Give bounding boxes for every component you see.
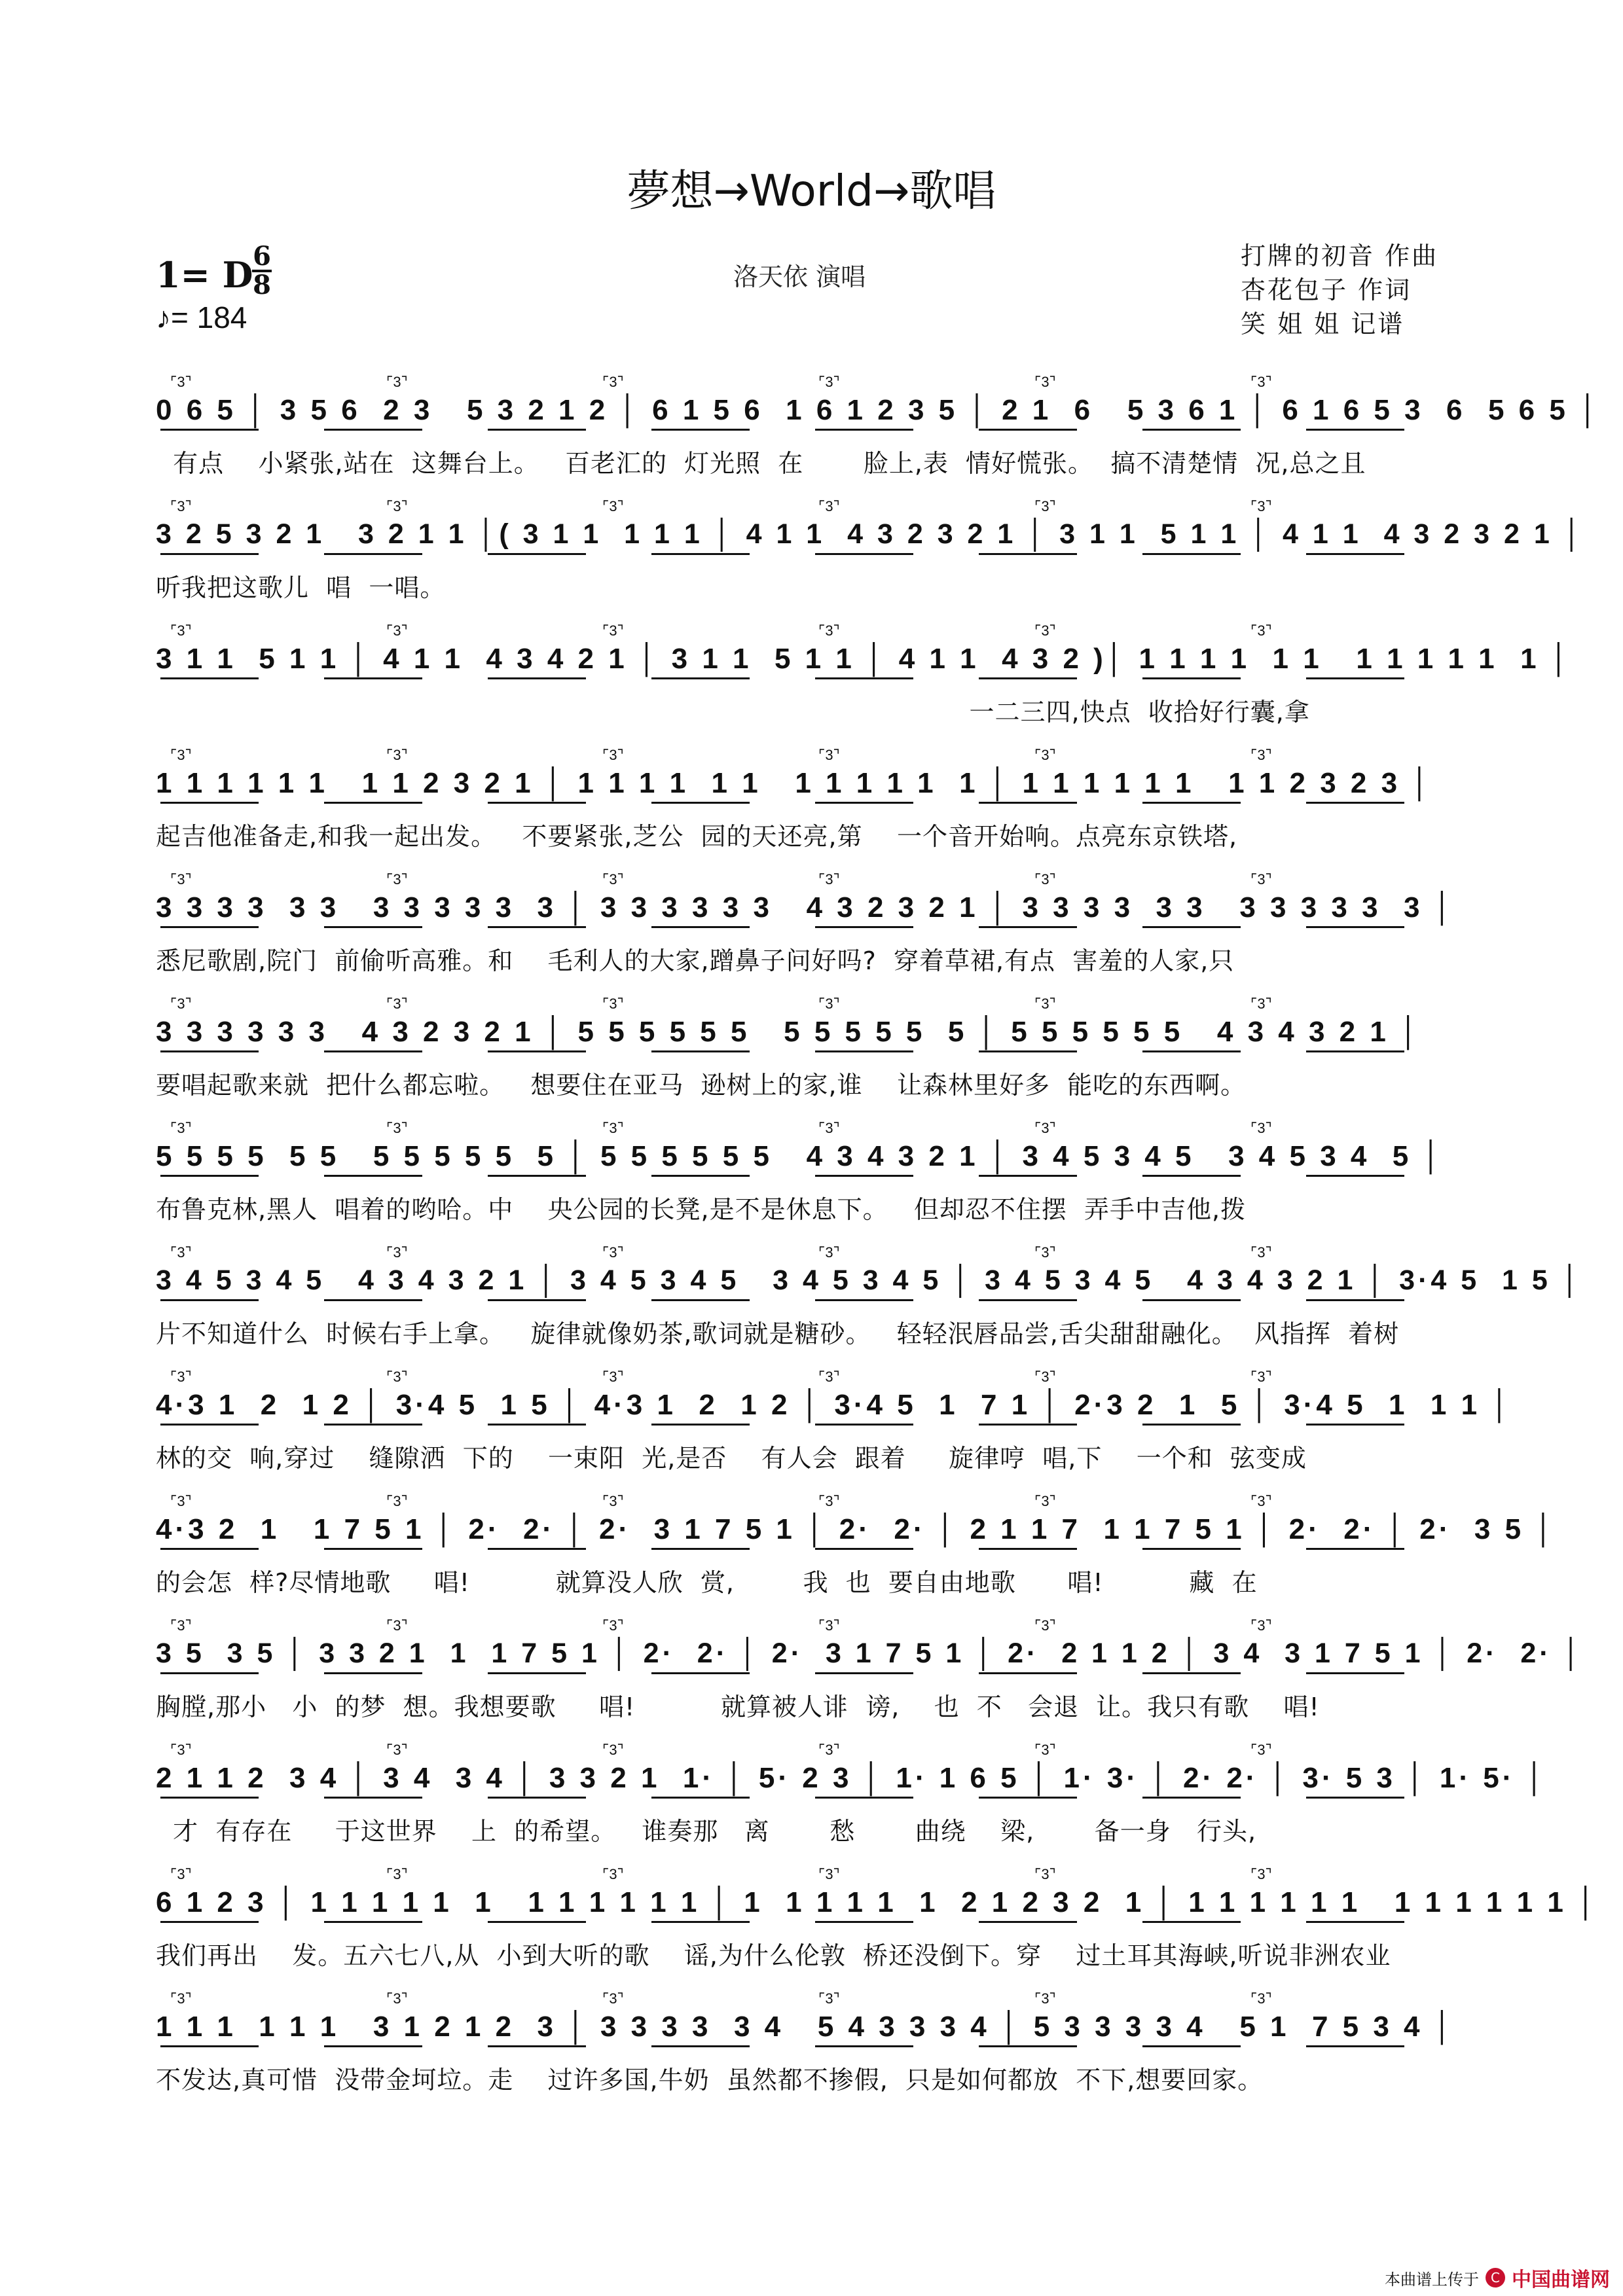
beam-underline [488, 1672, 586, 1674]
beam-underline [1142, 1299, 1241, 1301]
lyric-line: 一二三四,快点 收拾好行囊,拿 [156, 698, 1310, 726]
notation-line: 6 1 2 3 │ 1 1 1 1 1 1 1 1 1 1 1 1 │ 1 1 1 1 1 1 2 1 2 3 2 1 │ 1 1 1 1 1 1 1 1 1 1 1 1 │ [156, 1886, 1599, 1918]
triplet-marker: ⌜3⌝ [818, 1493, 840, 1509]
beam-underline [979, 553, 1077, 555]
beam-underline [651, 1175, 750, 1177]
beam-underline [488, 677, 586, 679]
triplet-marker: ⌜3⌝ [386, 374, 408, 390]
beam-underline [324, 926, 422, 928]
triplet-marker: ⌜3⌝ [1250, 1369, 1272, 1385]
triplet-marker: ⌜3⌝ [602, 374, 624, 390]
beam-underline [979, 1424, 1077, 1426]
triplet-marker: ⌜3⌝ [1250, 747, 1272, 763]
beam-underline [324, 677, 422, 679]
beam-underline [488, 1175, 586, 1177]
beam-underline [815, 429, 913, 431]
beam-underline [1142, 1921, 1241, 1923]
triplet-marker: ⌜3⌝ [1034, 1617, 1056, 1634]
triplet-marker: ⌜3⌝ [1034, 1493, 1056, 1509]
notation-line: 0 6 5 │ 3 5 6 2 3 5 3 2 1 2 │ 6 1 5 6 1 6 1 2 3 5 │ 2 1 6 5 3 6 1 │ 6 1 6 5 3 6 5 6 5 │ [156, 394, 1601, 426]
transcriber-credit: 笑 姐 姐 记谱 [1241, 310, 1405, 338]
lyric-line: 的会怎 样?尽情地歌 唱! 就算没人欣 赏, 我 也 要自由地歌 唱! 藏 在 [156, 1568, 1258, 1597]
beam-underline [1306, 926, 1404, 928]
beam-underline [1142, 802, 1241, 804]
triplet-marker: ⌜3⌝ [818, 1244, 840, 1261]
beam-underline [324, 1672, 422, 1674]
beam-underline [815, 1797, 913, 1799]
beam-underline [1142, 1424, 1241, 1426]
notation-line: 3 1 1 5 1 1 │ 4 1 1 4 3 4 2 1 │ 3 1 1 5 1 1 │ 4 1 1 4 3 2 )│ 1 1 1 1 1 1 1 1 1 1 1 1 │ [156, 643, 1573, 675]
time-signature-top: 6 [253, 241, 271, 272]
beam-underline [488, 429, 586, 431]
footer [1385, 2263, 1610, 2292]
footer-uploaded-text: 本曲谱上传于 [1385, 2270, 1479, 2289]
beam-underline [324, 1175, 422, 1177]
beam-underline [488, 802, 586, 804]
beam-underline [1306, 1299, 1404, 1301]
triplet-marker: ⌜3⌝ [818, 1369, 840, 1385]
beam-underline [160, 1299, 259, 1301]
beam-underline [815, 1050, 913, 1052]
triplet-marker: ⌜3⌝ [1250, 871, 1272, 888]
beam-underline [160, 429, 259, 431]
lyric-line: 才 有存在 于这世界 上 的希望。 谁奏那 离 愁 曲绕 梁, 备一身 行头, [156, 1817, 1257, 1846]
beam-underline [488, 553, 586, 555]
triplet-marker: ⌜3⌝ [602, 1866, 624, 1882]
beam-underline [1142, 677, 1241, 679]
beam-underline [160, 1672, 259, 1674]
beam-underline [979, 1299, 1077, 1301]
triplet-marker: ⌜3⌝ [170, 1369, 192, 1385]
beam-underline [815, 1921, 913, 1923]
beam-underline [651, 1797, 750, 1799]
beam-underline [651, 1548, 750, 1550]
lyric-line: 有点 小紧张,站在 这舞台上。 百老汇的 灯光照 在 脸上,表 情好慌张。 搞不清楚情 况,总之且 [156, 449, 1366, 478]
score-title: 夢想→World→歌唱 [627, 166, 996, 216]
triplet-marker: ⌜3⌝ [818, 498, 840, 514]
beam-underline [1142, 429, 1241, 431]
beam-underline [979, 802, 1077, 804]
triplet-marker: ⌜3⌝ [1034, 1369, 1056, 1385]
time-signature [252, 241, 272, 300]
triplet-marker: ⌜3⌝ [602, 1990, 624, 2007]
triplet-marker: ⌜3⌝ [170, 1617, 192, 1634]
beam-underline [160, 1921, 259, 1923]
triplet-marker: ⌜3⌝ [602, 498, 624, 514]
beam-underline [651, 2045, 750, 2047]
beam-underline [1306, 1548, 1404, 1550]
triplet-marker: ⌜3⌝ [386, 1369, 408, 1385]
triplet-marker: ⌜3⌝ [818, 1866, 840, 1882]
notation-line: 3 3 3 3 3 3 3 3 3 3 3 3 │ 3 3 3 3 3 3 4 3 2 3 2 1 │ 3 3 3 3 3 3 3 3 3 3 3 3 │ [156, 891, 1456, 924]
beam-underline [1142, 1797, 1241, 1799]
beam-underline [815, 677, 913, 679]
beam-underline [815, 1175, 913, 1177]
triplet-marker: ⌜3⌝ [170, 1866, 192, 1882]
lyric-line: 不发达,真可惜 没带金坷垃。走 过许多国,牛奶 虽然都不掺假, 只是如何都放 不下,想要回家。 [156, 2066, 1264, 2094]
triplet-marker: ⌜3⌝ [386, 498, 408, 514]
triplet-marker: ⌜3⌝ [386, 622, 408, 639]
beam-underline [160, 926, 259, 928]
triplet-marker: ⌜3⌝ [170, 1244, 192, 1261]
notation-line: 3 4 5 3 4 5 4 3 4 3 2 1 │ 3 4 5 3 4 5 3 4 5 3 4 5 │ 3 4 5 3 4 5 4 3 4 3 2 1 │ 3·4 5 1 5 │ [156, 1265, 1583, 1296]
triplet-marker: ⌜3⌝ [1250, 1244, 1272, 1261]
triplet-marker: ⌜3⌝ [170, 1493, 192, 1509]
triplet-marker: ⌜3⌝ [602, 996, 624, 1012]
beam-underline [1306, 1050, 1404, 1052]
triplet-marker: ⌜3⌝ [170, 871, 192, 888]
beam-underline [324, 1548, 422, 1550]
triplet-marker: ⌜3⌝ [386, 1617, 408, 1634]
key-signature: 1= D [156, 254, 253, 296]
beam-underline [160, 1548, 259, 1550]
notation-line: 2 1 1 2 3 4 │ 3 4 3 4 │ 3 3 2 1 1· │ 5· 2 3 │ 1· 1 6 5 │ 1· 3· │ 2· 2· │ 3· 5 3 │ 1· 5· │ [156, 1762, 1548, 1794]
triplet-marker: ⌜3⌝ [602, 747, 624, 763]
beam-underline [815, 1424, 913, 1426]
triplet-marker: ⌜3⌝ [170, 1990, 192, 2007]
beam-underline [1306, 802, 1404, 804]
composer-credit: 打牌的初音 作曲 [1241, 242, 1439, 270]
triplet-marker: ⌜3⌝ [1034, 871, 1056, 888]
triplet-marker: ⌜3⌝ [818, 1617, 840, 1634]
beam-underline [1306, 1921, 1404, 1923]
lyric-line: 听我把这歌儿 唱 一唱。 [156, 573, 446, 602]
beam-underline [979, 1050, 1077, 1052]
triplet-marker: ⌜3⌝ [1250, 1120, 1272, 1136]
triplet-marker: ⌜3⌝ [602, 1120, 624, 1136]
beam-underline [488, 1050, 586, 1052]
triplet-marker: ⌜3⌝ [818, 996, 840, 1012]
beam-underline [1142, 1672, 1241, 1674]
beam-underline [160, 802, 259, 804]
lyric-line: 片不知道什么 时候右手上拿。 旋律就像奶茶,歌词就是糖砂。 轻轻泯唇品尝,舌尖甜甜融化。 风指挥 着树 [156, 1319, 1400, 1348]
notation-line: 3 3 3 3 3 3 4 3 2 3 2 1 │ 5 5 5 5 5 5 5 5 5 5 5 5 │ 5 5 5 5 5 5 4 3 4 3 2 1 │ [156, 1016, 1422, 1048]
beam-underline [651, 1299, 750, 1301]
beam-underline [1142, 553, 1241, 555]
triplet-marker: ⌜3⌝ [1250, 1990, 1272, 2007]
triplet-marker: ⌜3⌝ [386, 1742, 408, 1758]
triplet-marker: ⌜3⌝ [1250, 374, 1272, 390]
beam-underline [651, 553, 750, 555]
beam-underline [979, 1548, 1077, 1550]
beam-underline [160, 1050, 259, 1052]
triplet-marker: ⌜3⌝ [1034, 1742, 1056, 1758]
triplet-marker: ⌜3⌝ [386, 996, 408, 1012]
triplet-marker: ⌜3⌝ [818, 747, 840, 763]
triplet-marker: ⌜3⌝ [818, 1120, 840, 1136]
beam-underline [651, 802, 750, 804]
beam-underline [815, 802, 913, 804]
beam-underline [324, 1797, 422, 1799]
lyric-line: 林的交 响,穿过 缝隙洒 下的 一束阳 光,是否 有人会 跟着 旋律哼 唱,下 一个和 弦变成 [156, 1444, 1307, 1473]
beam-underline [488, 1424, 586, 1426]
performer: 洛天依 演唱 [733, 262, 866, 291]
triplet-marker: ⌜3⌝ [602, 871, 624, 888]
beam-underline [324, 429, 422, 431]
beam-underline [160, 1424, 259, 1426]
triplet-marker: ⌜3⌝ [1034, 1866, 1056, 1882]
lyric-line: 布鲁克林,黑人 唱着的哟哈。中 央公园的长凳,是不是休息下。 但却忍不住摆 弄手中吉他,拨 [156, 1195, 1247, 1224]
beam-underline [979, 429, 1077, 431]
triplet-marker: ⌜3⌝ [1250, 498, 1272, 514]
triplet-marker: ⌜3⌝ [1250, 1617, 1272, 1634]
beam-underline [1142, 2045, 1241, 2047]
triplet-marker: ⌜3⌝ [170, 996, 192, 1012]
time-signature-bottom: 8 [253, 270, 271, 300]
triplet-marker: ⌜3⌝ [1034, 622, 1056, 639]
notation-line: 4·3 1 2 1 2 │ 3·4 5 1 5 │ 4·3 1 2 1 2 │ 3·4 5 1 7 1 │ 2·3 2 1 5 │ 3·4 5 1 1 1 │ [156, 1389, 1513, 1421]
triplet-marker: ⌜3⌝ [170, 498, 192, 514]
beam-underline [651, 677, 750, 679]
lyric-line: 我们再出 发。五六七八,从 小到大听的歌 谣,为什么伦敦 桥还没倒下。穿 过土耳其海峡,听说非洲农业 [156, 1941, 1391, 1970]
triplet-marker: ⌜3⌝ [1034, 1244, 1056, 1261]
notation-line: 5 5 5 5 5 5 5 5 5 5 5 5 │ 5 5 5 5 5 5 4 3 4 3 2 1 │ 3 4 5 3 4 5 3 4 5 3 4 5 │ [156, 1140, 1445, 1172]
beam-underline [1142, 926, 1241, 928]
triplet-marker: ⌜3⌝ [386, 747, 408, 763]
triplet-marker: ⌜3⌝ [170, 1742, 192, 1758]
triplet-marker: ⌜3⌝ [602, 1369, 624, 1385]
triplet-marker: ⌜3⌝ [1034, 747, 1056, 763]
beam-underline [488, 926, 586, 928]
triplet-marker: ⌜3⌝ [170, 747, 192, 763]
triplet-marker: ⌜3⌝ [1250, 1493, 1272, 1509]
beam-underline [488, 2045, 586, 2047]
beam-underline [979, 1921, 1077, 1923]
lyricist-credit: 杏花包子 作词 [1241, 276, 1412, 304]
beam-underline [815, 1299, 913, 1301]
beam-underline [979, 677, 1077, 679]
triplet-marker: ⌜3⌝ [602, 1493, 624, 1509]
beam-underline [815, 1672, 913, 1674]
triplet-marker: ⌜3⌝ [386, 1866, 408, 1882]
triplet-marker: ⌜3⌝ [386, 1990, 408, 2007]
triplet-marker: ⌜3⌝ [602, 1742, 624, 1758]
beam-underline [979, 1797, 1077, 1799]
beam-underline [324, 2045, 422, 2047]
triplet-marker: ⌜3⌝ [1250, 1866, 1272, 1882]
triplet-marker: ⌜3⌝ [1034, 996, 1056, 1012]
triplet-marker: ⌜3⌝ [386, 1493, 408, 1509]
beam-underline [815, 1548, 913, 1550]
beam-underline [488, 1548, 586, 1550]
beam-underline [1306, 1424, 1404, 1426]
notation-line: 3 5 3 5 │ 3 3 2 1 1 1 7 5 1 │ 2· 2· │ 2· 3 1 7 5 1 │ 2· 2 1 1 2 │ 3 4 3 1 7 5 1 │ 2· 2· │ [156, 1638, 1584, 1669]
beam-underline [324, 1424, 422, 1426]
notation-line: 4·3 2 1 1 7 5 1 │ 2· 2· │ 2· 3 1 7 5 1 │ 2· 2· │ 2 1 1 7 1 1 7 5 1 │ 2· 2· │ 2· 3 5 │ [156, 1513, 1557, 1545]
beam-underline [1142, 1050, 1241, 1052]
notation-line: 3 2 5 3 2 1 3 2 1 1 │( 3 1 1 1 1 1 │ 4 1 1 4 3 2 3 2 1 │ 3 1 1 5 1 1 │ 4 1 1 4 3 2 3 2 1 │ [156, 518, 1585, 550]
beam-underline [1142, 1175, 1241, 1177]
triplet-marker: ⌜3⌝ [1034, 1990, 1056, 2007]
beam-underline [815, 2045, 913, 2047]
beam-underline [160, 2045, 259, 2047]
beam-underline [651, 926, 750, 928]
site-logo-icon: C [1486, 2268, 1505, 2287]
beam-underline [160, 1797, 259, 1799]
beam-underline [651, 429, 750, 431]
triplet-marker: ⌜3⌝ [1250, 996, 1272, 1012]
beam-underline [1306, 1797, 1404, 1799]
beam-underline [651, 1672, 750, 1674]
triplet-marker: ⌜3⌝ [170, 374, 192, 390]
triplet-marker: ⌜3⌝ [386, 1244, 408, 1261]
beam-underline [815, 553, 913, 555]
beam-underline [651, 1424, 750, 1426]
beam-underline [1306, 677, 1404, 679]
triplet-marker: ⌜3⌝ [386, 1120, 408, 1136]
triplet-marker: ⌜3⌝ [602, 622, 624, 639]
beam-underline [1306, 1672, 1404, 1674]
beam-underline [160, 677, 259, 679]
tempo-marking: ♪= 184 [156, 300, 247, 334]
triplet-marker: ⌜3⌝ [170, 1120, 192, 1136]
beam-underline [1306, 1175, 1404, 1177]
beam-underline [160, 553, 259, 555]
beam-underline [488, 1921, 586, 1923]
beam-underline [815, 926, 913, 928]
lyric-line: 要唱起歌来就 把什么都忘啦。 想要住在亚马 逊树上的家,谁 让森林里好多 能吃的东西啊。 [156, 1071, 1247, 1100]
beam-underline [651, 1921, 750, 1923]
beam-underline [488, 1797, 586, 1799]
beam-underline [979, 1672, 1077, 1674]
beam-underline [160, 1175, 259, 1177]
beam-underline [1306, 553, 1404, 555]
beam-underline [488, 1299, 586, 1301]
beam-underline [651, 1050, 750, 1052]
triplet-marker: ⌜3⌝ [818, 374, 840, 390]
triplet-marker: ⌜3⌝ [1034, 498, 1056, 514]
triplet-marker: ⌜3⌝ [386, 871, 408, 888]
notation-line: 1 1 1 1 1 1 3 1 2 1 2 3 │ 3 3 3 3 3 4 5 4 3 3 3 4 │ 5 3 3 3 3 4 5 1 7 5 3 4 │ [156, 2011, 1456, 2043]
beam-underline [979, 926, 1077, 928]
beam-underline [979, 1175, 1077, 1177]
beam-underline [324, 1299, 422, 1301]
beam-underline [979, 2045, 1077, 2047]
beam-underline [324, 553, 422, 555]
triplet-marker: ⌜3⌝ [602, 1617, 624, 1634]
triplet-marker: ⌜3⌝ [1250, 1742, 1272, 1758]
lyric-line: 胸膛,那小 小 的梦 想。我想要歌 唱! 就算被人诽 谤, 也 不 会退 让。我只有歌 唱! [156, 1693, 1320, 1721]
beam-underline [324, 1921, 422, 1923]
beam-underline [324, 802, 422, 804]
triplet-marker: ⌜3⌝ [602, 1244, 624, 1261]
lyric-line: 悉尼歌剧,院门 前偷听高雅。和 毛利人的大家,蹭鼻子问好吗? 穿着草裙,有点 害羞的人家,只 [156, 946, 1235, 975]
notation-line: 1 1 1 1 1 1 1 1 2 3 2 1 │ 1 1 1 1 1 1 1 1 1 1 1 1 │ 1 1 1 1 1 1 1 1 2 3 2 3 │ [156, 767, 1433, 799]
lyric-line: 起吉他准备走,和我一起出发。 不要紧张,芝公 园的天还亮,第 一个音开始响。点亮东京铁塔, [156, 822, 1238, 851]
beam-underline [1142, 1548, 1241, 1550]
triplet-marker: ⌜3⌝ [818, 1990, 840, 2007]
triplet-marker: ⌜3⌝ [818, 622, 840, 639]
triplet-marker: ⌜3⌝ [1034, 1120, 1056, 1136]
triplet-marker: ⌜3⌝ [818, 1742, 840, 1758]
beam-underline [324, 1050, 422, 1052]
triplet-marker: ⌜3⌝ [1034, 374, 1056, 390]
triplet-marker: ⌜3⌝ [818, 871, 840, 888]
site-name: 中国曲谱网 [1512, 2269, 1610, 2291]
beam-underline [1306, 429, 1404, 431]
triplet-marker: ⌜3⌝ [170, 622, 192, 639]
triplet-marker: ⌜3⌝ [1250, 622, 1272, 639]
beam-underline [1306, 2045, 1404, 2047]
